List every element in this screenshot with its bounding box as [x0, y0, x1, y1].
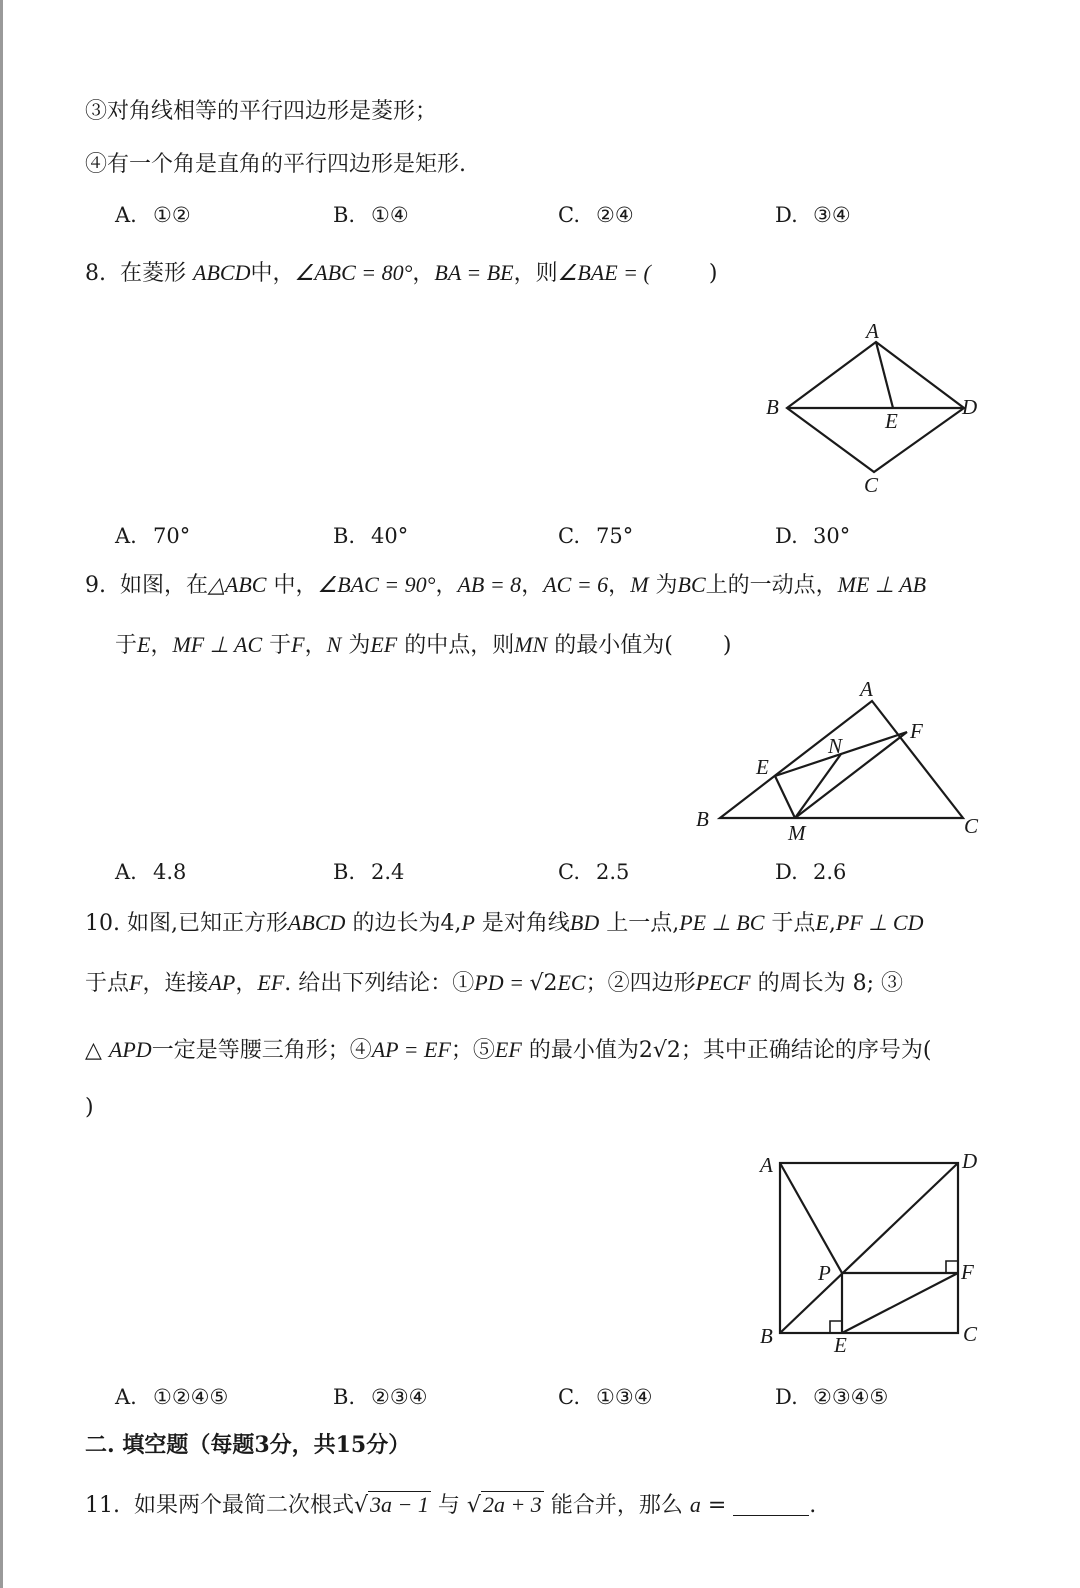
q8-option-d[interactable]	[775, 521, 850, 551]
q11-radicand-1: 3a − 1	[370, 1492, 429, 1517]
q9-label-m: M	[788, 821, 806, 845]
q8-angle-abc: ∠ABC = 80°	[294, 260, 413, 285]
q9-text: ，	[150, 633, 173, 658]
option-letter: D.	[775, 203, 798, 227]
q9-text: 为	[655, 573, 678, 598]
q8-label-a: A	[866, 319, 879, 343]
q8-label-b: B	[766, 395, 779, 419]
q11-variable: a	[689, 1492, 701, 1517]
q10-diagonal-bd	[780, 1163, 958, 1333]
q7-option-d[interactable]	[775, 200, 851, 230]
q9-number: 9.	[85, 573, 106, 598]
q10-square: ABCD	[287, 910, 346, 935]
q8-close: )	[708, 261, 718, 286]
option-letter: D.	[775, 524, 798, 548]
q9-option-b[interactable]	[333, 857, 404, 887]
q9-label-a: A	[860, 677, 873, 701]
q9-ef: EF	[370, 632, 398, 657]
q9-text: 于	[115, 633, 138, 658]
q7-statement-4: ④有一个角是直角的平行四边形是矩形.	[85, 152, 466, 177]
q10-bd: BD	[569, 910, 600, 935]
q9-mn: MN	[514, 632, 548, 657]
q8-option-b[interactable]	[333, 521, 408, 551]
q9-angle-bac: ∠BAC = 90°	[317, 572, 436, 597]
q8-text: 在菱形	[120, 261, 187, 286]
q10-pd-eq: PD =	[474, 970, 530, 995]
q9-option-d[interactable]	[775, 857, 846, 887]
q11-answer-blank[interactable]	[733, 1493, 809, 1516]
q9-label-n: N	[828, 734, 843, 758]
option-letter: C.	[558, 1385, 580, 1409]
option-letter: B.	[333, 524, 356, 548]
q10-label-a: A	[760, 1153, 773, 1177]
q8-ask: ∠BAE = (	[557, 260, 651, 285]
q10-text: ；其中正确结论的序号为(	[680, 1038, 932, 1063]
q8-option-a[interactable]	[115, 521, 190, 551]
q9-option-c[interactable]	[558, 857, 629, 887]
q10-ap: AP	[208, 970, 236, 995]
q11-number: 11.	[85, 1493, 120, 1518]
q9-text: 的中点，则	[404, 633, 515, 658]
q10-f: F	[129, 970, 143, 995]
option-letter: B.	[333, 1385, 356, 1409]
q9-label-c: C	[964, 814, 979, 838]
option-letter: A.	[115, 1385, 137, 1409]
option-text: ①③④	[596, 1385, 653, 1409]
q9-segment-me	[775, 776, 795, 818]
q10-text: ；⑤	[450, 1038, 495, 1063]
q10-label-b: B	[760, 1324, 773, 1348]
option-text: 75°	[596, 524, 634, 548]
q10-text: 上一点,	[606, 911, 680, 936]
q10-stem-line-1	[85, 908, 923, 939]
q10-right-angle-f	[946, 1261, 958, 1273]
option-letter: C.	[558, 860, 580, 884]
option-letter: B.	[333, 203, 356, 227]
option-letter: A.	[115, 524, 137, 548]
q10-p: P	[461, 910, 475, 935]
q8-number: 8.	[85, 261, 106, 286]
q9-text: ，	[521, 573, 544, 598]
q10-root2: √2	[529, 971, 558, 996]
option-text: ②③④⑤	[813, 1385, 889, 1409]
q10-pf-cd: PF ⊥ CD	[835, 910, 924, 935]
q10-ap-ef: AP = EF	[371, 1037, 451, 1062]
option-letter: D.	[775, 1385, 798, 1409]
q11-radicand-2: 2a + 3	[482, 1492, 542, 1517]
option-letter: C.	[558, 203, 580, 227]
q10-label-p: P	[818, 1261, 831, 1285]
q10-text: 一定是等腰三角形；④	[151, 1038, 372, 1063]
q9-stem-line-2	[115, 630, 731, 661]
q10-text: ，	[235, 971, 258, 996]
section-2-title: 二. 填空题（每题3分，共15分）	[85, 1432, 411, 1458]
q10-right-angle-e	[830, 1321, 842, 1333]
option-text: 4.8	[153, 860, 187, 884]
q10-label-d: D	[962, 1149, 978, 1173]
q11-text: 能合并，那么	[550, 1493, 683, 1518]
q9-segment-mn	[795, 754, 841, 818]
q10-label-f: F	[961, 1260, 974, 1284]
q9-m: M	[630, 572, 649, 597]
option-text: ①②	[153, 203, 191, 227]
q10-text: 于点	[85, 971, 130, 996]
page-edge	[0, 0, 3, 1588]
q10-text: ，连接	[142, 971, 209, 996]
option-text: 30°	[813, 524, 851, 548]
q7-statement-3: ③对角线相等的平行四边形是菱形；	[85, 99, 438, 124]
q9-text: 为	[348, 633, 371, 658]
q9-figure	[690, 676, 990, 848]
option-text: 40°	[371, 524, 409, 548]
q9-text: 上的一动点，	[705, 573, 838, 598]
q8-text: ，则	[513, 261, 558, 286]
option-text: ①②④⑤	[153, 1385, 229, 1409]
q10-ef-2: EF	[494, 1037, 522, 1062]
q10-text: . 给出下列结论：①	[284, 971, 475, 996]
q9-ac: AC = 6	[543, 572, 609, 597]
q10-label-e: E	[834, 1333, 847, 1357]
q10-min-value: 2√2	[638, 1038, 681, 1063]
q9-f: F	[291, 632, 305, 657]
q9-close: )	[722, 633, 732, 658]
q8-stem	[85, 258, 717, 289]
q8-label-c: C	[864, 473, 879, 497]
q10-option-d[interactable]	[775, 1382, 888, 1412]
q9-text: 中，	[273, 573, 318, 598]
q10-option-c[interactable]	[558, 1382, 652, 1412]
q9-mf-ac: MF ⊥ AC	[172, 632, 263, 657]
q10-stem-close: )	[85, 1095, 94, 1120]
q9-option-a[interactable]	[115, 857, 186, 887]
q10-stem-line-2	[85, 968, 903, 999]
option-text: ③④	[813, 203, 851, 227]
q10-e: E	[815, 910, 829, 935]
q10-option-b[interactable]	[333, 1382, 427, 1412]
q10-text: 于点	[771, 911, 816, 936]
q9-label-f: F	[910, 719, 923, 743]
q11-text: 如果两个最简二次根式	[134, 1493, 355, 1518]
q10-segment-ef	[842, 1273, 958, 1333]
q11-end: .	[809, 1493, 817, 1518]
q10-text: 10. 如图,已知正方形	[85, 911, 288, 936]
q10-text: 是对角线	[481, 911, 570, 936]
q8-text: ，	[412, 261, 435, 286]
q11-equals: =	[700, 1493, 727, 1518]
option-text: ②③④	[371, 1385, 428, 1409]
option-letter: D.	[775, 860, 798, 884]
q8-figure	[750, 312, 990, 502]
q11-stem	[85, 1490, 816, 1521]
q8-rhombus: ABCD	[193, 260, 251, 285]
option-letter: B.	[333, 860, 356, 884]
q9-e: E	[137, 632, 151, 657]
option-text: ①④	[371, 203, 409, 227]
q10-pecf: PECF	[695, 970, 751, 995]
q10-text: 的周长为 8; ③	[757, 971, 904, 996]
q10-option-a[interactable]	[115, 1382, 228, 1412]
q10-text: 的最小值为	[528, 1038, 639, 1063]
q10-pe-bc: PE ⊥ BC	[679, 910, 765, 935]
q9-label-b: B	[696, 807, 709, 831]
option-text: 2.6	[813, 860, 847, 884]
option-letter: A.	[115, 860, 137, 884]
option-text: 2.5	[596, 860, 630, 884]
q8-option-c[interactable]	[558, 521, 633, 551]
q8-ba-be: BA = BE	[434, 260, 514, 285]
q10-apd: APD	[108, 1037, 152, 1062]
q8-label-d: D	[962, 395, 978, 419]
q10-figure	[750, 1145, 990, 1360]
option-letter: A.	[115, 203, 137, 227]
q10-segment-ap	[780, 1163, 842, 1273]
q8-text: 中，	[250, 261, 295, 286]
q10-text: △	[85, 1038, 102, 1063]
q10-ef: EF	[257, 970, 285, 995]
option-text: 70°	[153, 524, 191, 548]
q11-root-sign: √	[354, 1493, 369, 1518]
option-text: ②④	[596, 203, 634, 227]
option-text: 2.4	[371, 860, 405, 884]
q10-ec: EC	[557, 970, 586, 995]
q9-text: 如图，在	[120, 573, 209, 598]
q7-option-a[interactable]	[115, 200, 191, 230]
q9-segment-mf	[795, 732, 907, 818]
q10-text: ,	[828, 911, 836, 936]
q7-option-b[interactable]	[333, 200, 409, 230]
q9-label-e: E	[756, 755, 769, 779]
q10-label-c: C	[963, 1322, 978, 1346]
q9-text: 于	[269, 633, 292, 658]
q10-text: ；②四边形	[585, 971, 696, 996]
q9-stem-line-1	[85, 570, 926, 601]
q9-me-ab: ME ⊥ AB	[837, 572, 927, 597]
q9-bc: BC	[677, 572, 706, 597]
q9-text: ，	[304, 633, 327, 658]
q9-ab: AB = 8	[457, 572, 522, 597]
q9-triangle: △ABC	[208, 572, 267, 597]
q9-n: N	[326, 632, 342, 657]
option-letter: C.	[558, 524, 580, 548]
q8-label-e: E	[885, 409, 898, 433]
q11-text: 与	[437, 1493, 460, 1518]
q9-text: ，	[435, 573, 458, 598]
q11-root-sign: √	[466, 1493, 481, 1518]
q9-text: ，	[608, 573, 631, 598]
q10-text: 的边长为4,	[352, 911, 462, 936]
q9-text: 的最小值为(	[554, 633, 673, 658]
q10-stem-line-3	[85, 1035, 931, 1066]
q7-option-c[interactable]	[558, 200, 634, 230]
